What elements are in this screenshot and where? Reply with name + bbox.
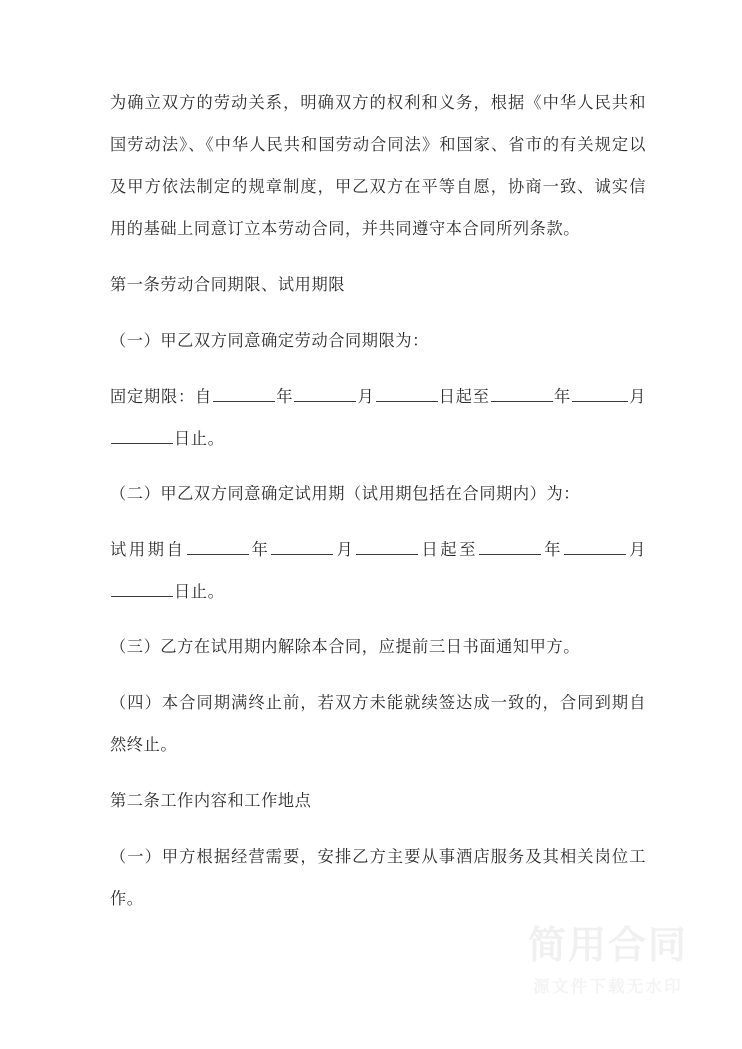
fixed-term-end-marker: 日止。	[174, 429, 225, 448]
fixed-term-end-year-blank[interactable]	[491, 384, 553, 402]
heading-article-2: 第二条工作内容和工作地点	[110, 791, 312, 810]
fixed-term-unit-year-2: 年	[553, 387, 571, 406]
article-1-item-4: （四）本合同期满终止前，若双方未能就续签达成一致的，合同到期自然终止。	[110, 693, 646, 754]
paragraph-preamble: 为确立双方的劳动关系，明确双方的权利和义务，根据《中华人民共和国劳动法》、《中华人民共和国劳动合同法》和国家、省市的有关规定以及甲方依法制定的规章制度，甲乙双方在平等自愿，协商一致、诚实信用的基础上同意订立本劳动合同，并共同遵守本合同所列条款。	[110, 93, 646, 238]
watermark-subtitle: 源文件下载无水印	[533, 977, 683, 996]
article-1-item-1: （一）甲乙双方同意确定劳动合同期限为：	[110, 331, 429, 350]
article-1-item-2: （二）甲乙双方同意确定试用期（试用期包括在合同期内）为：	[110, 484, 581, 503]
probation-unit-year-2: 年	[542, 540, 564, 559]
probation-end-day-blank[interactable]	[111, 579, 173, 597]
probation-end-year-blank[interactable]	[479, 537, 541, 555]
fixed-term-unit-month-1: 月	[357, 387, 375, 406]
watermark	[492, 924, 724, 997]
probation-label: 试用期自	[110, 540, 186, 559]
fixed-term-start-day-blank[interactable]	[376, 384, 438, 402]
watermark-title: 简用合同	[527, 923, 688, 968]
heading-article-1: 第一条劳动合同期限、试用期限	[110, 275, 346, 294]
fixed-term-connector: 日起至	[438, 387, 490, 406]
probation-fill-line	[110, 529, 646, 613]
fixed-term-start-year-blank[interactable]	[213, 384, 275, 402]
probation-start-day-blank[interactable]	[356, 537, 418, 555]
fixed-term-unit-year-1: 年	[276, 387, 294, 406]
probation-end-month-blank[interactable]	[564, 537, 626, 555]
article-1-item-3: （三）乙方在试用期内解除本合同，应提前三日书面通知甲方。	[110, 637, 581, 656]
probation-unit-year-1: 年	[249, 540, 271, 559]
fixed-term-fill-line	[110, 376, 646, 460]
probation-unit-month-1: 月	[334, 540, 356, 559]
fixed-term-label: 固定期限：自	[110, 387, 213, 406]
article-2-item-1: （一）甲方根据经营需要，安排乙方主要从事酒店服务及其相关岗位工作。	[110, 847, 646, 908]
fixed-term-end-day-blank[interactable]	[111, 426, 173, 444]
probation-start-year-blank[interactable]	[187, 537, 249, 555]
fixed-term-month-lead: 月	[628, 387, 646, 406]
probation-month-lead: 月	[627, 540, 646, 559]
probation-connector: 日起至	[419, 540, 479, 559]
document-text-body	[110, 82, 646, 934]
probation-start-month-blank[interactable]	[271, 537, 333, 555]
fixed-term-end-month-blank[interactable]	[572, 384, 628, 402]
fixed-term-start-month-blank[interactable]	[294, 384, 356, 402]
probation-end-marker: 日止。	[174, 582, 225, 601]
